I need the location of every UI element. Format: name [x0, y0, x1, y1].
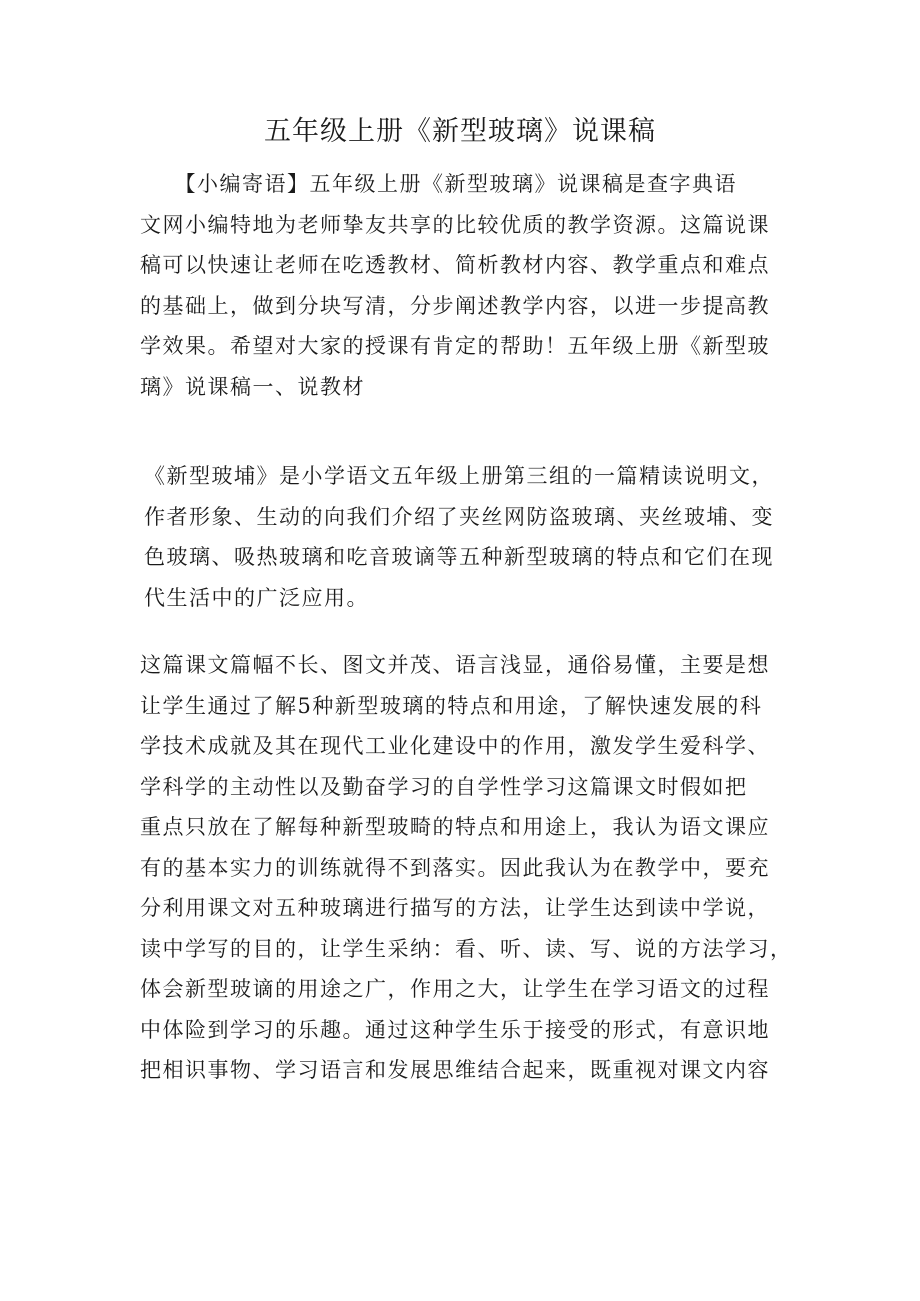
paragraph-2-line: 体会新型玻谪的用途之广，作用之大，让学生在学习语文的过程: [140, 977, 770, 1001]
paragraph-2-line: 中体险到学习的乐趣。通过这种学生乐于接受的形式，有意识地: [140, 1017, 770, 1042]
paragraph-1-line: 色玻璃、吸热玻璃和吃音玻谪等五种新型玻璃的特点和它们在现: [144, 545, 774, 569]
paragraph-2-line: 读中学写的目的，让学生采纳：看、听、读、写、说的方法学习，: [140, 936, 793, 961]
paragraph-2-line: 分利用课文对五种玻璃进行描写的方法，让学生达到读中学说，: [140, 896, 770, 920]
paragraph-2-line: 让学生通过了解5种新型玻璃的特点和用途，了解快速发展的科: [140, 693, 763, 718]
paragraph-1: [144, 456, 789, 618]
paragraph-2-line: 有的基本实力的训练就得不到落实。因此我认为在教学中，要充: [140, 855, 770, 880]
paragraph-2-line: 学技术成就及其在现代工业化建设中的作用，激发学生爱科学、: [140, 734, 770, 758]
intro-line: 璃》说课稿一、说教材: [140, 374, 365, 399]
document-title: 五年级上册《新型玻璃》说课稿: [264, 116, 656, 147]
paragraph-2-line: 这篇课文篇幅不长、图文并茂、语言浅显，通俗易懂，主要是想: [140, 653, 770, 677]
intro-line: 学效果。希望对大家的授课有肯定的帮助！五年级上册《新型玻: [140, 334, 770, 358]
paragraph-1-line: 《新型玻埔》是小学语文五年级上册第三组的一篇精读说明文，: [144, 464, 774, 488]
intro-line: 的基础上，做到分块写清，分步阐述教学内容，以进一步提高教: [140, 293, 770, 318]
intro-line: 【小编寄语】五年级上册《新型玻璃》说课稿是查字典语: [140, 172, 737, 196]
paragraph-2-line: 学科学的主动性以及勤奋学习的自学性学习这篇课文时假如把: [140, 774, 748, 799]
paragraph-1-line: 代生活中的广泛应用。: [144, 585, 369, 610]
paragraph-2-line: 把相识事物、学习语言和发展思维结合起来，既重视对课文内容: [140, 1058, 770, 1082]
paragraph-1-line: 作者形象、生动的向我们介绍了夹丝网防盗玻璃、夹丝玻埔、变: [144, 504, 774, 529]
intro-line: 稿可以快速让老师在吃透教材、简析教材内容、教学重点和难点: [140, 253, 770, 277]
paragraph-2: [140, 645, 793, 1091]
intro-paragraph: [140, 164, 785, 407]
intro-line: 文网小编特地为老师挚友共享的比较优质的教学资源。这篇说课: [140, 212, 770, 237]
paragraph-2-line: 重点只放在了解每种新型玻畸的特点和用途上，我认为语文课应: [140, 815, 770, 839]
